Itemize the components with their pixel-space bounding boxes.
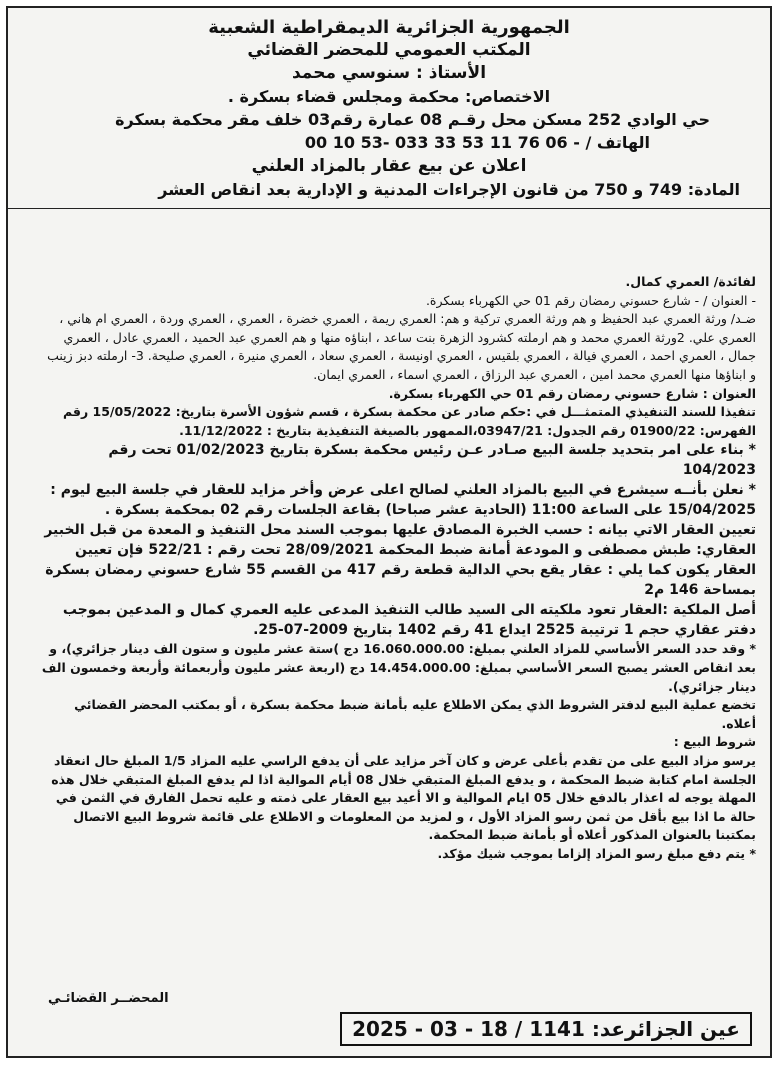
legal-article: المادة: 749 و 750 من قانون الإجراءات المدنية و الإدارية بعد انقاص العشر (158, 180, 740, 199)
announcement-body (38, 273, 756, 863)
session-order: * بناء على امر بتحديد جلسة البيع صـادر عـن رئيس محكمة بسكرة بتاريخ 01/02/2023 تحت رقم 104/2023 (108, 442, 756, 479)
office-address: حي الوادي 252 مسكن محل رقـم 08 عمارة رقم03 خلف مقر محكمة بسكرة (115, 110, 710, 129)
header (8, 8, 770, 209)
payment-note: * يتم دفع مبلغ رسو المزاد إلزاما بموجب شيك مؤكد. (437, 845, 756, 861)
property-ownership: أصل الملكية :العقار تعود ملكيته الى السيد طالب التنفيذ المدعى عليه العمري كمال و المدعين بموجب دفتر عقاري حجم 1 ترتيبة 2525 ايداع 41 رقم 1402 بتاريخ 2009-07-25. (62, 602, 756, 639)
beneficiary-address: - العنوان / - شارع حسوني رمضان رقم 01 حي الكهرباء بسكرة. (425, 292, 756, 308)
conditions-text: يرسو مزاد البيع على من تقدم بأعلى عرض و كان آخر مزايد على أن يدفع الراسي عليه المزاد 1/5 المبلغ حال انعقاد الجلسة امام كتابة ضبط المحكمة ، و يدفع المبلغ المتبقي خلال 08 أيام الموالية اذا لم يدفع المبلغ المتبقي خلال هذه المهلة يوجه له اعذار بالدفع خلال 05 ايام الموالية و الا أعيد بيع العقار على ذمته و عليه تحمل الفارق في الثمن في حالة ما اذا بيع بأقل من ثمن رسو المزاد الأول ، و لمزيد من المعلومات و الاطلاع على قائمة شروط البيع الاتصال بمكتبنا بالعنوان المذكور أعلاه أو بأمانة ضبط المحكمة. (51, 752, 756, 843)
announcement-page (6, 6, 772, 1058)
conditions-heading: شروط البيع : (673, 734, 756, 750)
bailiff-signature: المحضــر القضائـي (48, 991, 169, 1006)
enforcement-title: تنفيذا للسند التنفيذي المتمثـــل في :حكم صادر عن محكمة بسكرة ، قسم شؤون الأسرة بتاريخ: 15/05/2022 رقم الفهرس: 01900/22 رقم الجدول: 03947/21،الممهور بالصيغة التنفيذية بتاريخ : 11/12/2022. (62, 404, 756, 438)
publication-reference: عين الجزائرعد: 1141 / 18 - 03 - 2025 (340, 1012, 752, 1046)
property-description: تعيين العقار الاتي بيانه : حسب الخبرة المصادق عليها بموجب السند محل التنفيذ و المعدة من قبل الخبير العقاري: طبش مصطفى و المودعة أمانة ضبط المحكمة 28/09/2021 تحت رقم : 522/21 فإن تعيين العقار يكون كما يلي : عقار يقع بحي الدالية قطعة رقم 417 من القسم 55 شارع حسوني رمضان بسكرة بمساحة 146 م2 (44, 522, 756, 599)
conditions-notice: تخضع عملية البيع لدفتر الشروط الذي يمكن الاطلاع عليه بأمانة ضبط محكمة بسكرة ، أو بمكتب المحضر القضائي أعلاه. (74, 697, 756, 731)
base-price: * وقد حدد السعر الأساسي للمزاد العلني بمبلغ: 16.060.000.00 دج )ستة عشر مليون و ستون الف دينار جزائري)، و بعد انقاص العشر يصبح السعر الأساسي بمبلغ: 14.454.000.00 دج (اربعة عشر مليون وأربعمائة وأربعة وخمسون الف دينار جزائري). (41, 641, 756, 694)
beneficiary: لفائدة/ العمري كمال. (625, 274, 756, 289)
office-title: المكتب العمومي للمحضر القضائي (247, 40, 531, 60)
auction-date: * نعلن بأنــه سيشرع في البيع بالمزاد العلني لصالح اعلى عرض وأخر مزايد للعقار في جلسة البيع ليوم : 15/04/2025 على الساعة 11:00 (الحادية عشر صباحا) بقاعة الجلسات رقم 02 بمحكمة بسكرة . (50, 482, 756, 519)
bailiff-name: الأستاذ : سنوسي محمد (291, 63, 487, 83)
defendants: ضـد/ ورثة العمري عبد الحفيظ و هم ورثة العمري تركية و هم: العمري ريمة ، العمري خضرة ، العمري ، العمري وردة ، العمري ام هاني ، العمري علي. 2ورثة العمري محمد و هم ارملته كشرود الزهرة بنت ساعد ، ابناؤه منها و هم العمري عبد الحميد ، العمري عادل ، العمري جمال ، العمري احمد ، العمري فيالة ، العمري بلقيس ، العمري اونيسة ، العمري سعاد ، العمري منيرة ، العمري صليحة. 3- ارملته دبز زينب و ابناؤها منها العمري محمد امين ، العمري عبد الرزاق ، العمري اسماء ، العمري ايمان. (47, 311, 756, 382)
header-divider (8, 208, 770, 209)
announcement-title: اعلان عن بيع عقار بالمزاد العلني (251, 156, 527, 176)
office-phone: الهاتف / - 06 76 11 53 33 033 -53 10 00 (304, 133, 650, 152)
defendants-address: العنوان : شارع حسوني رمضان رقم 01 حي الكهرباء بسكرة. (388, 385, 756, 401)
republic-title: الجمهورية الجزائرية الديمقراطية الشعبية (208, 17, 570, 38)
jurisdiction: الاختصاص: محكمة ومجلس قضاء بسكرة . (227, 87, 551, 106)
